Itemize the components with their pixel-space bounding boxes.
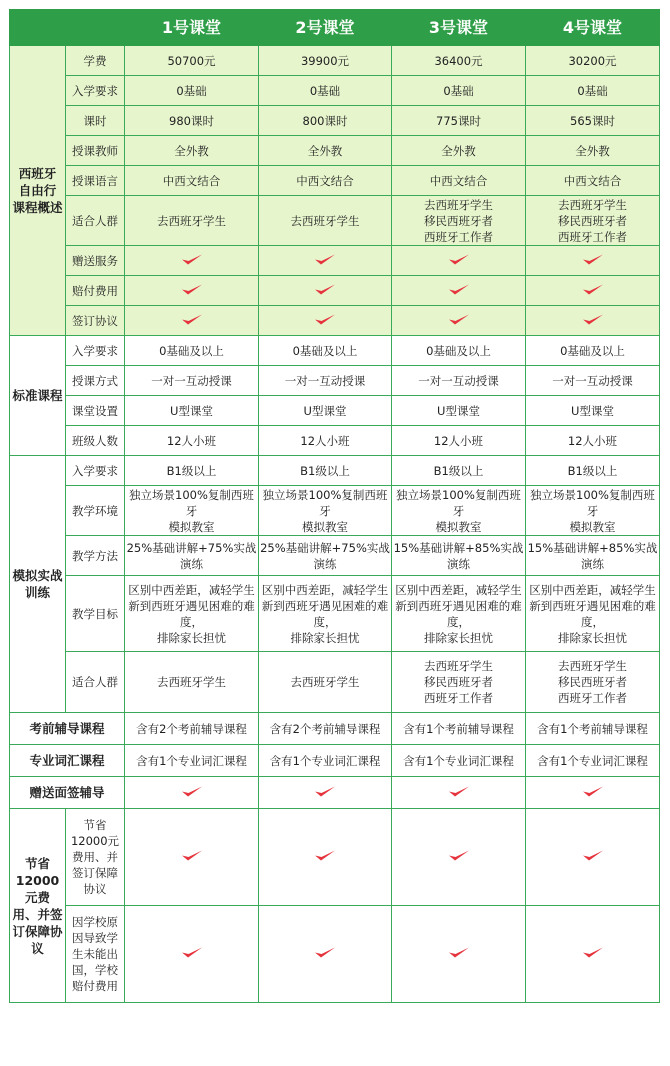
cell-text: U型课堂: [170, 403, 213, 418]
cell: [526, 396, 660, 426]
header-row: [10, 10, 660, 46]
cell: [526, 536, 660, 576]
cell-text: 去西班牙学生 移民西班牙者 西班牙工作者: [558, 659, 627, 705]
cell-text: 去西班牙学生 移民西班牙者 西班牙工作者: [424, 659, 493, 705]
row-label-text: 教学目标: [72, 606, 118, 621]
cell: [526, 809, 660, 906]
check-mark-icon: [314, 784, 336, 798]
table-row: [10, 76, 660, 106]
cell: [526, 713, 660, 745]
cell-text: B1级以上: [567, 463, 618, 478]
cell: [259, 276, 392, 306]
cell: [392, 906, 526, 1003]
section-title-text: 标准课程: [12, 388, 63, 403]
header-course-3: 3号课堂: [392, 10, 526, 46]
cell-text: 980课时: [169, 113, 214, 128]
cell: [526, 246, 660, 276]
table-row: [10, 336, 660, 366]
cell-text: U型课堂: [571, 403, 614, 418]
check-mark-icon: [448, 848, 470, 862]
cell: [259, 306, 392, 336]
row-label-text: 适合人群: [72, 675, 118, 689]
row-label: [66, 306, 125, 336]
cell-text: 中西文结合: [563, 173, 622, 188]
check-mark-icon: [314, 312, 336, 326]
section-title: [10, 456, 66, 713]
cell: [259, 166, 392, 196]
cell: [125, 306, 259, 336]
cell-text: 含有1个专业词汇课程: [537, 753, 648, 768]
cell-text: 39900元: [300, 53, 350, 68]
header-course-2: 2号课堂: [259, 10, 392, 46]
row-label: [66, 486, 125, 536]
row-label-text: 因学校原 因导致学 生未能出 国，学校 赔付费用: [72, 915, 118, 993]
table-row: [10, 576, 660, 652]
row-label-text: 班级人数: [72, 433, 118, 448]
table-row: [10, 456, 660, 486]
row-label-text: 节省 12000元 费用、并 签订保障 协议: [70, 818, 120, 896]
row-label-text: 教学环境: [72, 503, 118, 518]
cell-text: 12人小班: [433, 433, 484, 448]
section-title-text: 节省 12000 元费 用、并签 订保障协 议: [12, 855, 63, 956]
row-label-text: 入学要求: [72, 343, 118, 358]
cell: [259, 136, 392, 166]
cell-text: 去西班牙学生 移民西班牙者 西班牙工作者: [424, 197, 493, 244]
row-label: [66, 246, 125, 276]
cell-text: 12人小班: [166, 433, 217, 448]
row-label-text: 学费: [83, 53, 107, 68]
table-row: [10, 306, 660, 336]
cell-text: 去西班牙学生 移民西班牙者 西班牙工作者: [558, 197, 627, 244]
cell-text: 含有2个考前辅导课程: [136, 721, 247, 736]
cell: [125, 366, 259, 396]
row-title: [10, 745, 125, 777]
check-mark-icon: [582, 945, 604, 959]
check-mark-icon: [314, 252, 336, 266]
section-title-text: 模拟实战 训练: [12, 568, 63, 600]
row-title-text: 专业词汇课程: [29, 752, 105, 768]
cell-text: 含有1个专业词汇课程: [403, 753, 514, 768]
check-mark-icon: [448, 312, 470, 326]
check-mark-icon: [582, 282, 604, 296]
cell-text: 0基础: [176, 83, 207, 98]
cell-text: 一对一互动授课: [418, 373, 499, 388]
cell: [526, 76, 660, 106]
row-label-text: 授课语言: [72, 173, 118, 188]
section-title: [10, 336, 66, 456]
cell-text: 25%基础讲解+75%实战演练: [260, 540, 390, 571]
cell-text: 区别中西差距，减轻学生新到西班牙遇见困难的难度， 排除家长担忧: [529, 582, 656, 645]
cell: [259, 713, 392, 745]
row-label: [66, 336, 125, 366]
row-label: [66, 426, 125, 456]
cell-text: B1级以上: [433, 463, 484, 478]
check-mark-icon: [181, 312, 203, 326]
cell-text: 12人小班: [567, 433, 618, 448]
cell: [125, 196, 259, 246]
row-label: [66, 136, 125, 166]
cell-text: 全外教: [575, 143, 610, 158]
cell-text: 含有1个专业词汇课程: [136, 753, 247, 768]
cell-text: 一对一互动授课: [151, 373, 232, 388]
row-label: [66, 456, 125, 486]
check-mark-icon: [314, 945, 336, 959]
cell: [392, 336, 526, 366]
check-mark-icon: [582, 252, 604, 266]
row-label: [66, 46, 125, 76]
cell: [526, 456, 660, 486]
cell-text: 25%基础讲解+75%实战演练: [126, 540, 257, 571]
cell-text: 30200元: [568, 53, 617, 68]
cell: [526, 486, 660, 536]
table-row: [10, 246, 660, 276]
cell-text: 中西文结合: [162, 173, 221, 188]
cell-text: B1级以上: [166, 463, 217, 478]
cell: [125, 46, 259, 76]
cell: [259, 456, 392, 486]
cell: [259, 777, 392, 809]
cell-text: 565课时: [570, 113, 615, 128]
check-mark-icon: [448, 784, 470, 798]
cell-text: 去西班牙学生: [157, 675, 226, 689]
cell-text: 0基础及以上: [426, 343, 491, 358]
table-row: [10, 713, 660, 745]
section-title: [10, 809, 66, 1003]
cell: [392, 166, 526, 196]
cell-text: U型课堂: [303, 403, 347, 418]
table-row: [10, 366, 660, 396]
row-label-text: 入学要求: [72, 83, 118, 98]
row-label-text: 课堂设置: [72, 403, 118, 418]
cell: [125, 745, 259, 777]
cell-text: 去西班牙学生: [290, 213, 360, 228]
row-label-text: 赠送服务: [72, 253, 118, 268]
cell: [125, 136, 259, 166]
cell: [259, 536, 392, 576]
section-title: [10, 46, 66, 336]
check-mark-icon: [181, 784, 203, 798]
check-mark-icon: [314, 282, 336, 296]
cell-text: 0基础: [577, 83, 608, 98]
cell: [392, 366, 526, 396]
cell: [392, 536, 526, 576]
cell: [392, 396, 526, 426]
row-label-text: 课时: [83, 113, 107, 128]
cell-text: 独立场景100%复制西班牙 模拟教室: [396, 487, 521, 534]
row-label: [66, 276, 125, 306]
cell: [125, 276, 259, 306]
cell-text: 区别中西差距，减轻学生新到西班牙遇见困难的难度， 排除家长担忧: [395, 582, 522, 645]
row-label: [66, 652, 125, 713]
row-label: [66, 106, 125, 136]
cell: [392, 745, 526, 777]
cell-text: 15%基础讲解+85%实战演练: [527, 540, 658, 571]
row-title-text: 考前辅导课程: [29, 720, 105, 736]
table-row: [10, 196, 660, 246]
table-row: [10, 396, 660, 426]
table-row: [10, 136, 660, 166]
cell-text: 中西文结合: [296, 173, 354, 188]
cell-text: 含有2个考前辅导课程: [269, 721, 381, 736]
check-mark-icon: [582, 784, 604, 798]
row-label: [66, 809, 125, 906]
row-label: [66, 166, 125, 196]
cell-text: 去西班牙学生: [157, 213, 226, 228]
cell: [392, 713, 526, 745]
cell: [259, 106, 392, 136]
cell-text: 0基础及以上: [560, 343, 625, 358]
cell: [125, 576, 259, 652]
cell: [392, 777, 526, 809]
check-mark-icon: [181, 848, 203, 862]
cell-text: 含有1个考前辅导课程: [403, 721, 514, 736]
cell: [259, 366, 392, 396]
table-row: [10, 46, 660, 76]
table-row: [10, 652, 660, 713]
cell: [392, 136, 526, 166]
check-mark-icon: [448, 252, 470, 266]
cell: [392, 809, 526, 906]
row-label-text: 授课教师: [72, 143, 118, 158]
cell: [526, 576, 660, 652]
cell: [392, 196, 526, 246]
cell-text: 36400元: [434, 53, 483, 68]
cell: [526, 166, 660, 196]
cell: [259, 76, 392, 106]
cell: [526, 426, 660, 456]
cell-text: 独立场景100%复制西班牙 模拟教室: [129, 487, 254, 534]
cell: [526, 366, 660, 396]
cell: [125, 906, 259, 1003]
row-label: [66, 396, 125, 426]
cell-text: 中西文结合: [429, 173, 488, 188]
cell: [392, 576, 526, 652]
row-label: [66, 196, 125, 246]
cell-text: 独立场景100%复制西班牙 模拟教室: [530, 487, 655, 534]
cell: [259, 576, 392, 652]
cell-text: 15%基础讲解+85%实战演练: [393, 540, 524, 571]
cell: [392, 456, 526, 486]
cell: [125, 106, 259, 136]
table-row: [10, 745, 660, 777]
cell-text: 一对一互动授课: [552, 373, 633, 388]
check-mark-icon: [448, 282, 470, 296]
cell: [259, 426, 392, 456]
cell-text: 0基础及以上: [159, 343, 224, 358]
table-row: [10, 486, 660, 536]
cell: [526, 336, 660, 366]
row-title-text: 赠送面签辅导: [29, 784, 105, 800]
cell-text: B1级以上: [300, 463, 350, 478]
cell: [125, 713, 259, 745]
cell: [259, 246, 392, 276]
cell: [526, 196, 660, 246]
cell: [259, 396, 392, 426]
cell: [125, 536, 259, 576]
table-row: [10, 536, 660, 576]
cell: [125, 486, 259, 536]
cell: [125, 652, 259, 713]
cell: [392, 106, 526, 136]
check-mark-icon: [582, 312, 604, 326]
row-label-text: 签订协议: [72, 313, 118, 328]
check-mark-icon: [181, 282, 203, 296]
cell-text: 区别中西差距，减轻学生新到西班牙遇见困难的难度， 排除家长担忧: [128, 582, 255, 645]
check-mark-icon: [181, 945, 203, 959]
cell: [259, 906, 392, 1003]
row-label: [66, 906, 125, 1003]
cell-text: 全外教: [307, 143, 343, 158]
cell-text: 0基础及以上: [292, 343, 358, 358]
cell-text: U型课堂: [437, 403, 480, 418]
cell: [526, 906, 660, 1003]
cell: [259, 46, 392, 76]
cell-text: 0基础: [443, 83, 474, 98]
table-row: [10, 106, 660, 136]
header-course-1: 1号课堂: [125, 10, 259, 46]
cell: [526, 276, 660, 306]
cell: [392, 306, 526, 336]
row-label-text: 教学方法: [72, 548, 118, 563]
cell: [125, 246, 259, 276]
row-title: [10, 777, 125, 809]
table-row: [10, 276, 660, 306]
course-comparison-table: [9, 9, 660, 1003]
cell: [392, 426, 526, 456]
table-row: [10, 166, 660, 196]
cell: [259, 336, 392, 366]
row-label-text: 适合人群: [72, 213, 118, 228]
cell: [125, 426, 259, 456]
cell: [125, 777, 259, 809]
cell: [392, 246, 526, 276]
cell: [125, 396, 259, 426]
row-label-text: 授课方式: [72, 373, 118, 388]
cell-text: 含有1个专业词汇课程: [269, 753, 381, 768]
table-row: [10, 777, 660, 809]
check-mark-icon: [181, 252, 203, 266]
row-label: [66, 76, 125, 106]
table-row: [10, 426, 660, 456]
cell: [526, 136, 660, 166]
cell: [125, 336, 259, 366]
row-label: [66, 536, 125, 576]
cell: [526, 652, 660, 713]
table-row: [10, 809, 660, 906]
cell: [526, 745, 660, 777]
row-label-text: 赔付费用: [72, 283, 118, 298]
cell-text: 全外教: [174, 143, 209, 158]
cell-text: 全外教: [441, 143, 476, 158]
cell-text: 去西班牙学生: [290, 675, 360, 689]
cell: [526, 306, 660, 336]
cell: [392, 46, 526, 76]
cell-text: 独立场景100%复制西班牙 模拟教室: [262, 487, 388, 534]
row-label-text: 入学要求: [72, 463, 118, 478]
table-row: [10, 906, 660, 1003]
header-corner: [10, 10, 125, 46]
cell: [259, 745, 392, 777]
cell: [392, 76, 526, 106]
row-label: [66, 576, 125, 652]
cell: [392, 652, 526, 713]
cell: [526, 106, 660, 136]
check-mark-icon: [314, 848, 336, 862]
cell: [392, 276, 526, 306]
row-title: [10, 713, 125, 745]
cell: [526, 46, 660, 76]
row-label: [66, 366, 125, 396]
cell-text: 800课时: [302, 113, 348, 128]
cell: [259, 486, 392, 536]
cell-text: 775课时: [436, 113, 481, 128]
cell: [526, 777, 660, 809]
cell-text: 一对一互动授课: [284, 373, 366, 388]
cell: [392, 486, 526, 536]
header-course-4: 4号课堂: [526, 10, 660, 46]
section-title-text: 西班牙 自由行 课程概述: [12, 166, 63, 215]
cell-text: 含有1个考前辅导课程: [537, 721, 648, 736]
cell-text: 0基础: [309, 83, 341, 98]
cell-text: 区别中西差距，减轻学生新到西班牙遇见困难的难度， 排除家长担忧: [261, 582, 389, 645]
cell: [125, 456, 259, 486]
cell: [259, 809, 392, 906]
cell: [125, 76, 259, 106]
check-mark-icon: [448, 945, 470, 959]
cell-text: 12人小班: [300, 433, 350, 448]
check-mark-icon: [582, 848, 604, 862]
cell: [259, 196, 392, 246]
cell: [125, 166, 259, 196]
cell-text: 50700元: [167, 53, 216, 68]
cell: [259, 652, 392, 713]
cell: [125, 809, 259, 906]
